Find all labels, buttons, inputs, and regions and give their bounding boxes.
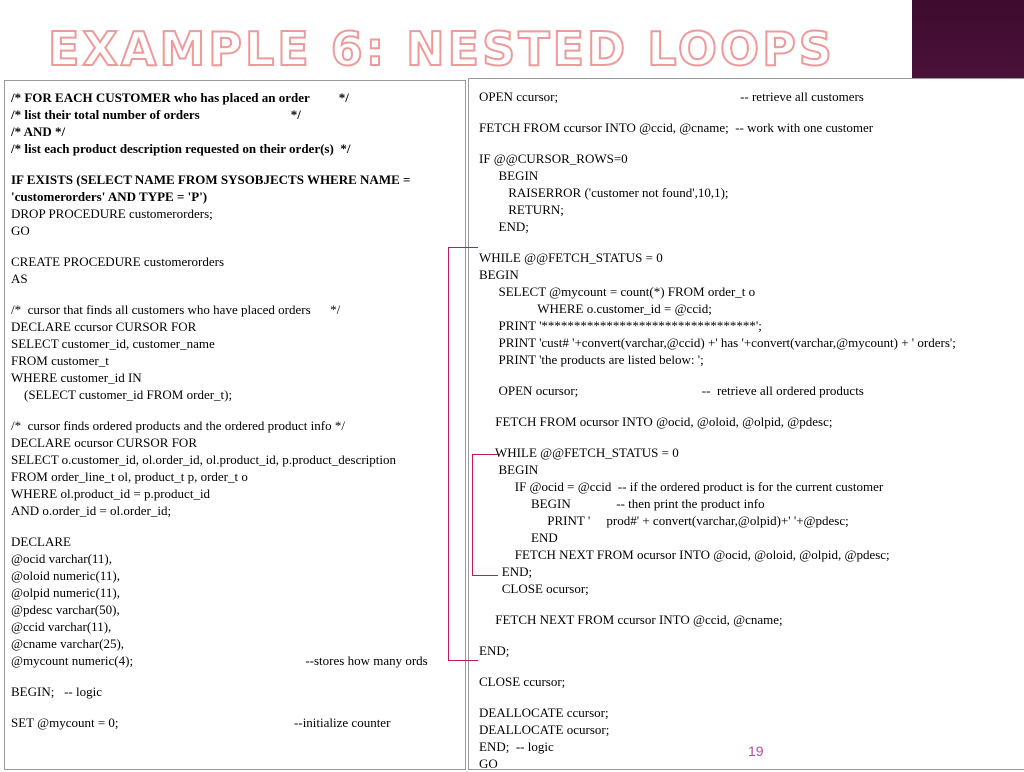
right-code-panel <box>468 78 1024 770</box>
code-line: /* AND */ <box>11 124 66 139</box>
code-line: FROM customer_t <box>11 353 109 368</box>
code-line: RETURN; <box>479 202 564 217</box>
code-line: IF EXISTS (SELECT NAME FROM SYSOBJECTS WHERE NAME = <box>11 172 411 187</box>
code-line: @pdesc varchar(50), <box>11 602 120 617</box>
code-line: SELECT customer_id, customer_name <box>11 336 215 351</box>
code-line: PRINT ' prod#' + convert(varchar,@olpid)+' '+@pdesc; <box>479 513 849 528</box>
code-line: BEGIN <box>479 168 539 183</box>
code-line: @ocid varchar(11), <box>11 551 112 566</box>
code-line: DEALLOCATE ccursor; <box>479 705 609 720</box>
code-line: FETCH NEXT FROM ccursor INTO @ccid, @cname; <box>479 612 783 627</box>
left-code-panel <box>4 80 466 770</box>
code-line: RAISERROR ('customer not found',10,1); <box>479 185 729 200</box>
code-line: END; -- logic <box>479 739 554 754</box>
code-line: /* FOR EACH CUSTOMER who has placed an order */ <box>11 90 349 105</box>
blank-line <box>11 157 459 171</box>
code-line: @olpid numeric(11), <box>11 585 120 600</box>
code-line: (SELECT customer_id FROM order_t); <box>11 387 233 402</box>
code-line: PRINT 'the products are listed below: '; <box>479 352 704 367</box>
code-line: @oloid numeric(11), <box>11 568 120 583</box>
code-line: FROM order_line_t ol, product_t p, order_t o <box>11 469 248 484</box>
code-line: DECLARE ocursor CURSOR FOR <box>11 435 197 450</box>
code-line: /* list each product description requested on their order(s) */ <box>11 141 351 156</box>
blank-line <box>11 669 459 683</box>
code-line: GO <box>11 223 30 238</box>
code-line: WHILE @@FETCH_STATUS = 0 <box>479 445 679 460</box>
blank-line <box>11 519 459 533</box>
blank-line <box>11 700 459 714</box>
code-line: END; <box>479 643 510 658</box>
code-line: BEGIN -- then print the product info <box>479 496 765 511</box>
blank-line <box>479 659 1017 673</box>
code-line: BEGIN; -- logic <box>11 684 102 699</box>
code-line: FETCH FROM ccursor INTO @ccid, @cname; -- work with one customer <box>479 120 874 135</box>
blank-line <box>11 287 459 301</box>
code-line: CREATE PROCEDURE customerorders <box>11 254 225 269</box>
blank-line <box>11 403 459 417</box>
code-line: END; <box>479 564 533 579</box>
code-line: PRINT '*********************************'; <box>479 318 762 333</box>
code-line: WHERE ol.product_id = p.product_id <box>11 486 211 501</box>
code-line: AS <box>11 271 28 286</box>
code-line: DECLARE ccursor CURSOR FOR <box>11 319 197 334</box>
code-line: CLOSE ocursor; <box>479 581 589 596</box>
code-line: /* list their total number of orders */ <box>11 107 301 122</box>
code-line: BEGIN <box>479 462 539 477</box>
code-line: SELECT o.customer_id, ol.order_id, ol.product_id, p.product_description <box>11 452 397 467</box>
blank-line <box>479 105 1017 119</box>
code-line: PRINT 'cust# '+convert(varchar,@ccid) +' has '+convert(varchar,@mycount) + ' orders'; <box>479 335 956 350</box>
code-line: DECLARE <box>11 534 71 549</box>
code-line: DROP PROCEDURE customerorders; <box>11 206 213 221</box>
blank-line <box>479 136 1017 150</box>
blank-line <box>479 690 1017 704</box>
code-line: /* cursor that finds all customers who have placed orders */ <box>11 302 341 317</box>
code-line: AND o.order_id = ol.order_id; <box>11 503 172 518</box>
code-line: OPEN ccursor; -- retrieve all customers <box>479 89 864 104</box>
blank-line <box>479 399 1017 413</box>
code-line: WHERE o.customer_id = @ccid; <box>479 301 712 316</box>
code-line: SELECT @mycount = count(*) FROM order_t o <box>479 284 756 299</box>
code-line: @ccid varchar(11), <box>11 619 112 634</box>
code-line: END <box>479 530 558 545</box>
code-line: GO <box>479 756 498 771</box>
code-line: DEALLOCATE ocursor; <box>479 722 610 737</box>
code-line: END; <box>479 219 529 234</box>
code-line: FETCH NEXT FROM ocursor INTO @ocid, @oloid, @olpid, @pdesc; <box>479 547 890 562</box>
code-line: FETCH FROM ocursor INTO @ocid, @oloid, @olpid, @pdesc; <box>479 414 833 429</box>
code-line: /* cursor finds ordered products and the ordered product info */ <box>11 418 345 433</box>
code-line: @cname varchar(25), <box>11 636 125 651</box>
code-line: WHERE customer_id IN <box>11 370 142 385</box>
code-line: IF @@CURSOR_ROWS=0 <box>479 151 628 166</box>
page-number: 19 <box>748 743 764 759</box>
slide-title: EXAMPLE 6: NESTED LOOPS <box>48 22 835 76</box>
blank-line <box>479 628 1017 642</box>
code-line: BEGIN <box>479 267 519 282</box>
code-line: OPEN ocursor; -- retrieve all ordered products <box>479 383 864 398</box>
blank-line <box>479 597 1017 611</box>
code-line: IF @ocid = @ccid -- if the ordered product is for the current customer <box>479 479 884 494</box>
blank-line <box>479 430 1017 444</box>
code-line: 'customerorders' AND TYPE = 'P') <box>11 189 208 204</box>
blank-line <box>11 239 459 253</box>
code-line: WHILE @@FETCH_STATUS = 0 <box>479 250 663 265</box>
blank-line <box>479 368 1017 382</box>
code-line: SET @mycount = 0; --initialize counter <box>11 715 391 730</box>
inner-loop-connector <box>472 454 498 576</box>
code-line: @mycount numeric(4); --stores how many ords <box>11 653 428 668</box>
code-line: CLOSE ccursor; <box>479 674 566 689</box>
blank-line <box>479 235 1017 249</box>
